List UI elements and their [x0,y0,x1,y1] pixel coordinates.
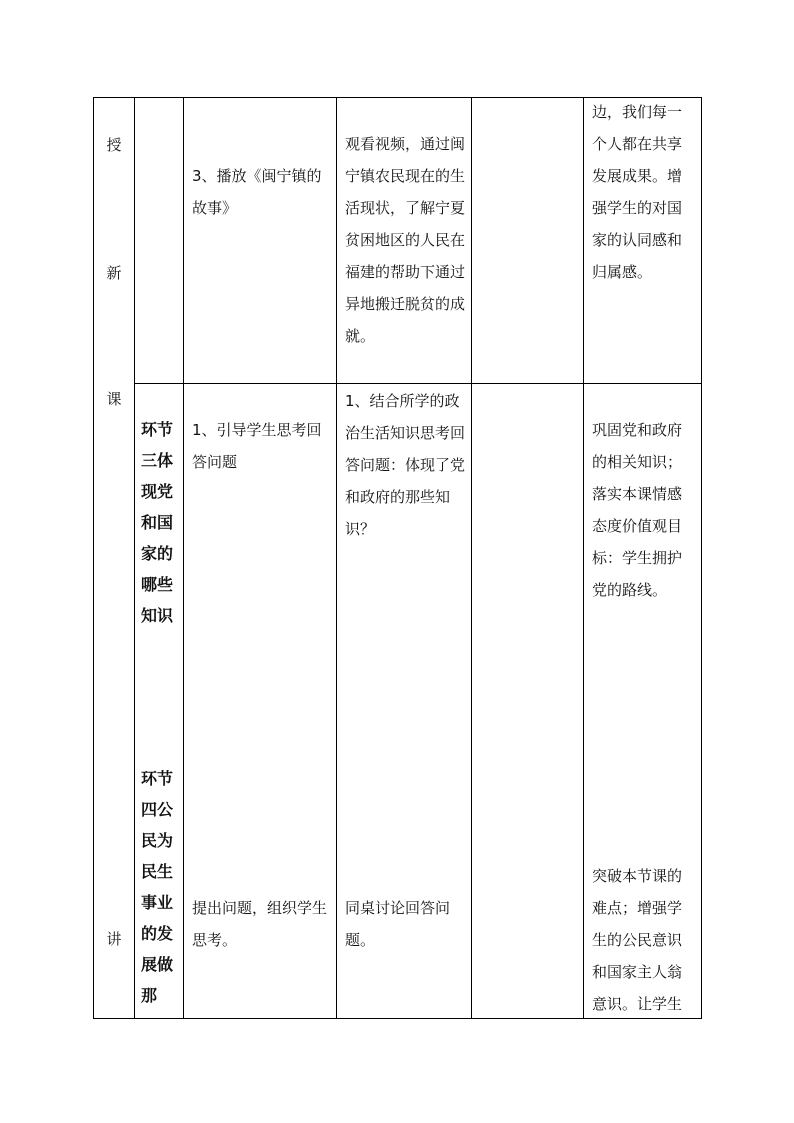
table-row [94,98,702,384]
stage-3-title: 环节三体现党和国家的哪些知识 [141,420,174,625]
student-activity-text: 同桌讨论回答问题。 [345,899,451,949]
teacher-activity-cell [184,384,337,1019]
design-intent-cell [584,384,702,1019]
student-activity-cell [337,98,472,384]
side-label-cell [94,98,135,1019]
empty-cell [472,384,584,1019]
table-row [94,384,702,1019]
teacher-activity-text: 1、引导学生思考回答问题 [192,421,322,471]
design-intent-text: 边，我们每一个人都在共享发展成果。增强学生的对国家的认同感和归属感。 [592,103,683,281]
lesson-plan-table [93,97,702,1019]
teacher-activity-cell [184,98,337,384]
stage-cell [135,98,184,384]
student-activity-text: 观看视频，通过闽宁镇农民现在的生活现状，了解宁夏贫困地区的人民在福建的帮助下通过异地搬迁脱贫的成就。 [345,135,466,345]
empty-cell [472,98,584,384]
side-char: 新 [106,264,122,282]
student-activity-text: 1、结合所学的政治生活知识思考回答问题：体现了党和政府的那些知识？ [345,392,466,538]
side-char: 讲 [106,930,122,948]
teacher-activity-text: 3、播放《闽宁镇的故事》 [192,167,322,217]
design-intent-text: 突破本节课的难点；增强学生的公民意识和国家主人翁意识。让学生 [592,867,683,1013]
teacher-activity-text: 提出问题，组织学生思考。 [192,899,328,949]
design-intent-text: 巩固党和政府的相关知识；落实本课情感态度价值观目标：学生拥护党的路线。 [592,421,683,599]
side-char: 授 [106,136,122,154]
student-activity-cell [337,384,472,1019]
design-intent-cell [584,98,702,384]
stage-cell [135,384,184,1019]
stage-4-title: 环节四公民为民生事业的发展做那 [141,769,174,1005]
side-char: 课 [106,390,122,408]
